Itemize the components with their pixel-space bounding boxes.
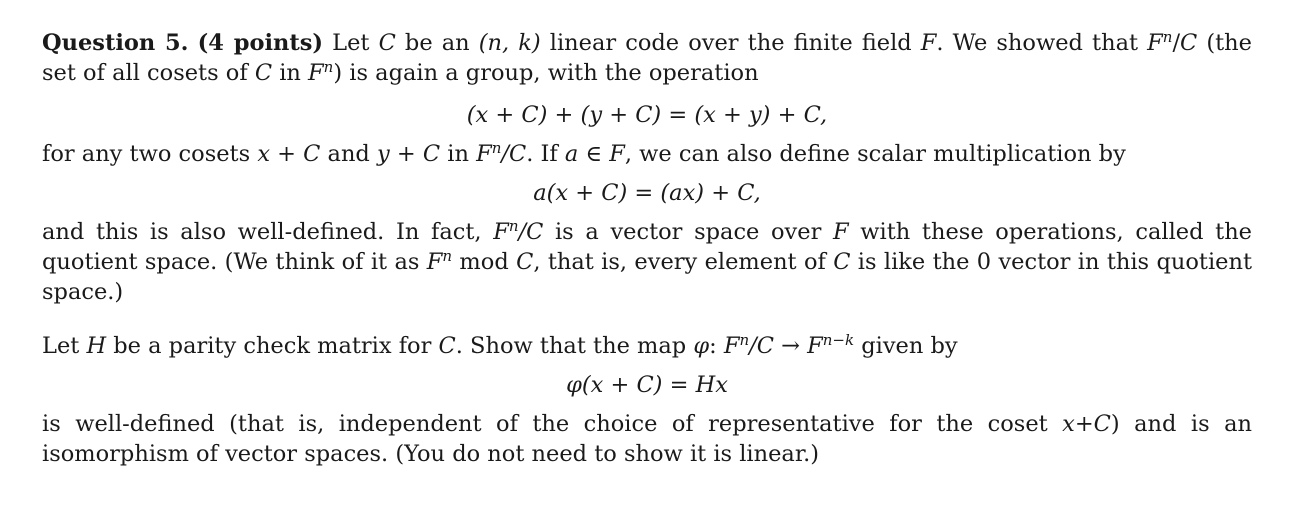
text-run: for any two cosets — [42, 141, 258, 167]
text-run: in — [272, 60, 309, 86]
text-run: (the set of all cosets of — [42, 30, 1252, 86]
scalar-definition-paragraph — [42, 139, 1252, 169]
math-symbol: F — [723, 333, 740, 359]
conclusion-paragraph — [42, 409, 1252, 469]
text-run: in — [440, 141, 477, 167]
question-intro-paragraph — [42, 28, 1252, 88]
display-equation-coset-addition: (x + C) + (y + C) = (x + y) + C, — [466, 102, 828, 128]
text-run: ) is again a group, with the operation — [333, 60, 759, 86]
math-exponent: n — [508, 217, 519, 235]
parity-check-paragraph — [42, 331, 1252, 361]
math-symbol: F — [1147, 30, 1163, 56]
text-run: and — [320, 141, 377, 167]
text-run: ) and is an isomorphism of vector spaces. (You do not need to show it is linear.) — [42, 411, 1252, 467]
question-document — [42, 28, 1252, 469]
math-symbol: F — [920, 30, 937, 56]
math-exponent: n — [491, 139, 502, 157]
math-exponent: n — [442, 247, 453, 265]
math-symbol: F — [476, 141, 492, 167]
math-symbol: C — [378, 30, 396, 56]
math-expression: (n, k) — [478, 30, 541, 56]
text-run: is a vector space over — [543, 219, 833, 245]
text-run: with these operations, called the quotient space. (We think of it as — [42, 219, 1252, 275]
text-run: be an — [395, 30, 479, 56]
text-run: mod — [452, 249, 517, 275]
math-symbol: F — [493, 219, 509, 245]
math-expression: x+C — [1062, 411, 1111, 437]
math-symbol: C — [833, 249, 851, 275]
text-run: Let — [42, 333, 87, 359]
math-expression: /C — [518, 219, 544, 245]
text-run: given by — [854, 333, 958, 359]
text-run: and this is also well-defined. In fact, — [42, 219, 494, 245]
text-run: is like the 0 vector in this quotient space.) — [42, 249, 1252, 305]
text-run: , we can also define scalar multiplication by — [624, 141, 1126, 167]
math-symbol: F — [308, 60, 324, 86]
math-symbol: C — [254, 60, 273, 86]
math-symbol: F — [833, 219, 849, 245]
math-expression: a ∈ F — [564, 141, 625, 167]
math-expression: /C — [501, 141, 527, 167]
text-run: . We showed that — [936, 30, 1148, 56]
math-symbol: C — [1180, 30, 1198, 56]
math-exponent: n — [323, 58, 334, 76]
math-exponent: n — [739, 331, 750, 349]
display-equation-map-definition: φ(x + C) = Hx — [566, 372, 728, 398]
math-expression: x + C — [257, 141, 321, 167]
question-points: (4 points) — [197, 30, 324, 56]
math-exponent: n — [1162, 28, 1173, 46]
question-heading: Question 5. — [42, 30, 189, 56]
quotient-space-paragraph — [42, 217, 1252, 307]
text-run: / — [1172, 30, 1181, 56]
math-symbol: F — [426, 249, 443, 275]
math-symbol: F — [807, 333, 823, 359]
math-exponent: n−k — [822, 331, 855, 349]
math-symbol: C — [438, 333, 456, 359]
text-run: , that is, every element of — [533, 249, 834, 275]
text-run: . Show that the map — [455, 333, 694, 359]
text-run: . If — [526, 141, 565, 167]
text-run: is well-defined (that is, independent of the choice of representative for the coset — [42, 411, 1063, 437]
text-run: Let — [323, 30, 379, 56]
text-run: linear code over the finite field — [540, 30, 921, 56]
text-run: : — [709, 333, 724, 359]
math-symbol: H — [86, 333, 107, 359]
text-run: be a parity check matrix for — [106, 333, 439, 359]
math-expression: y + C — [377, 141, 441, 167]
math-symbol: C — [516, 249, 534, 275]
math-symbol: φ — [693, 333, 710, 359]
display-equation-scalar-multiplication: a(x + C) = (ax) + C, — [533, 180, 761, 206]
math-expression: /C → — [749, 333, 808, 359]
